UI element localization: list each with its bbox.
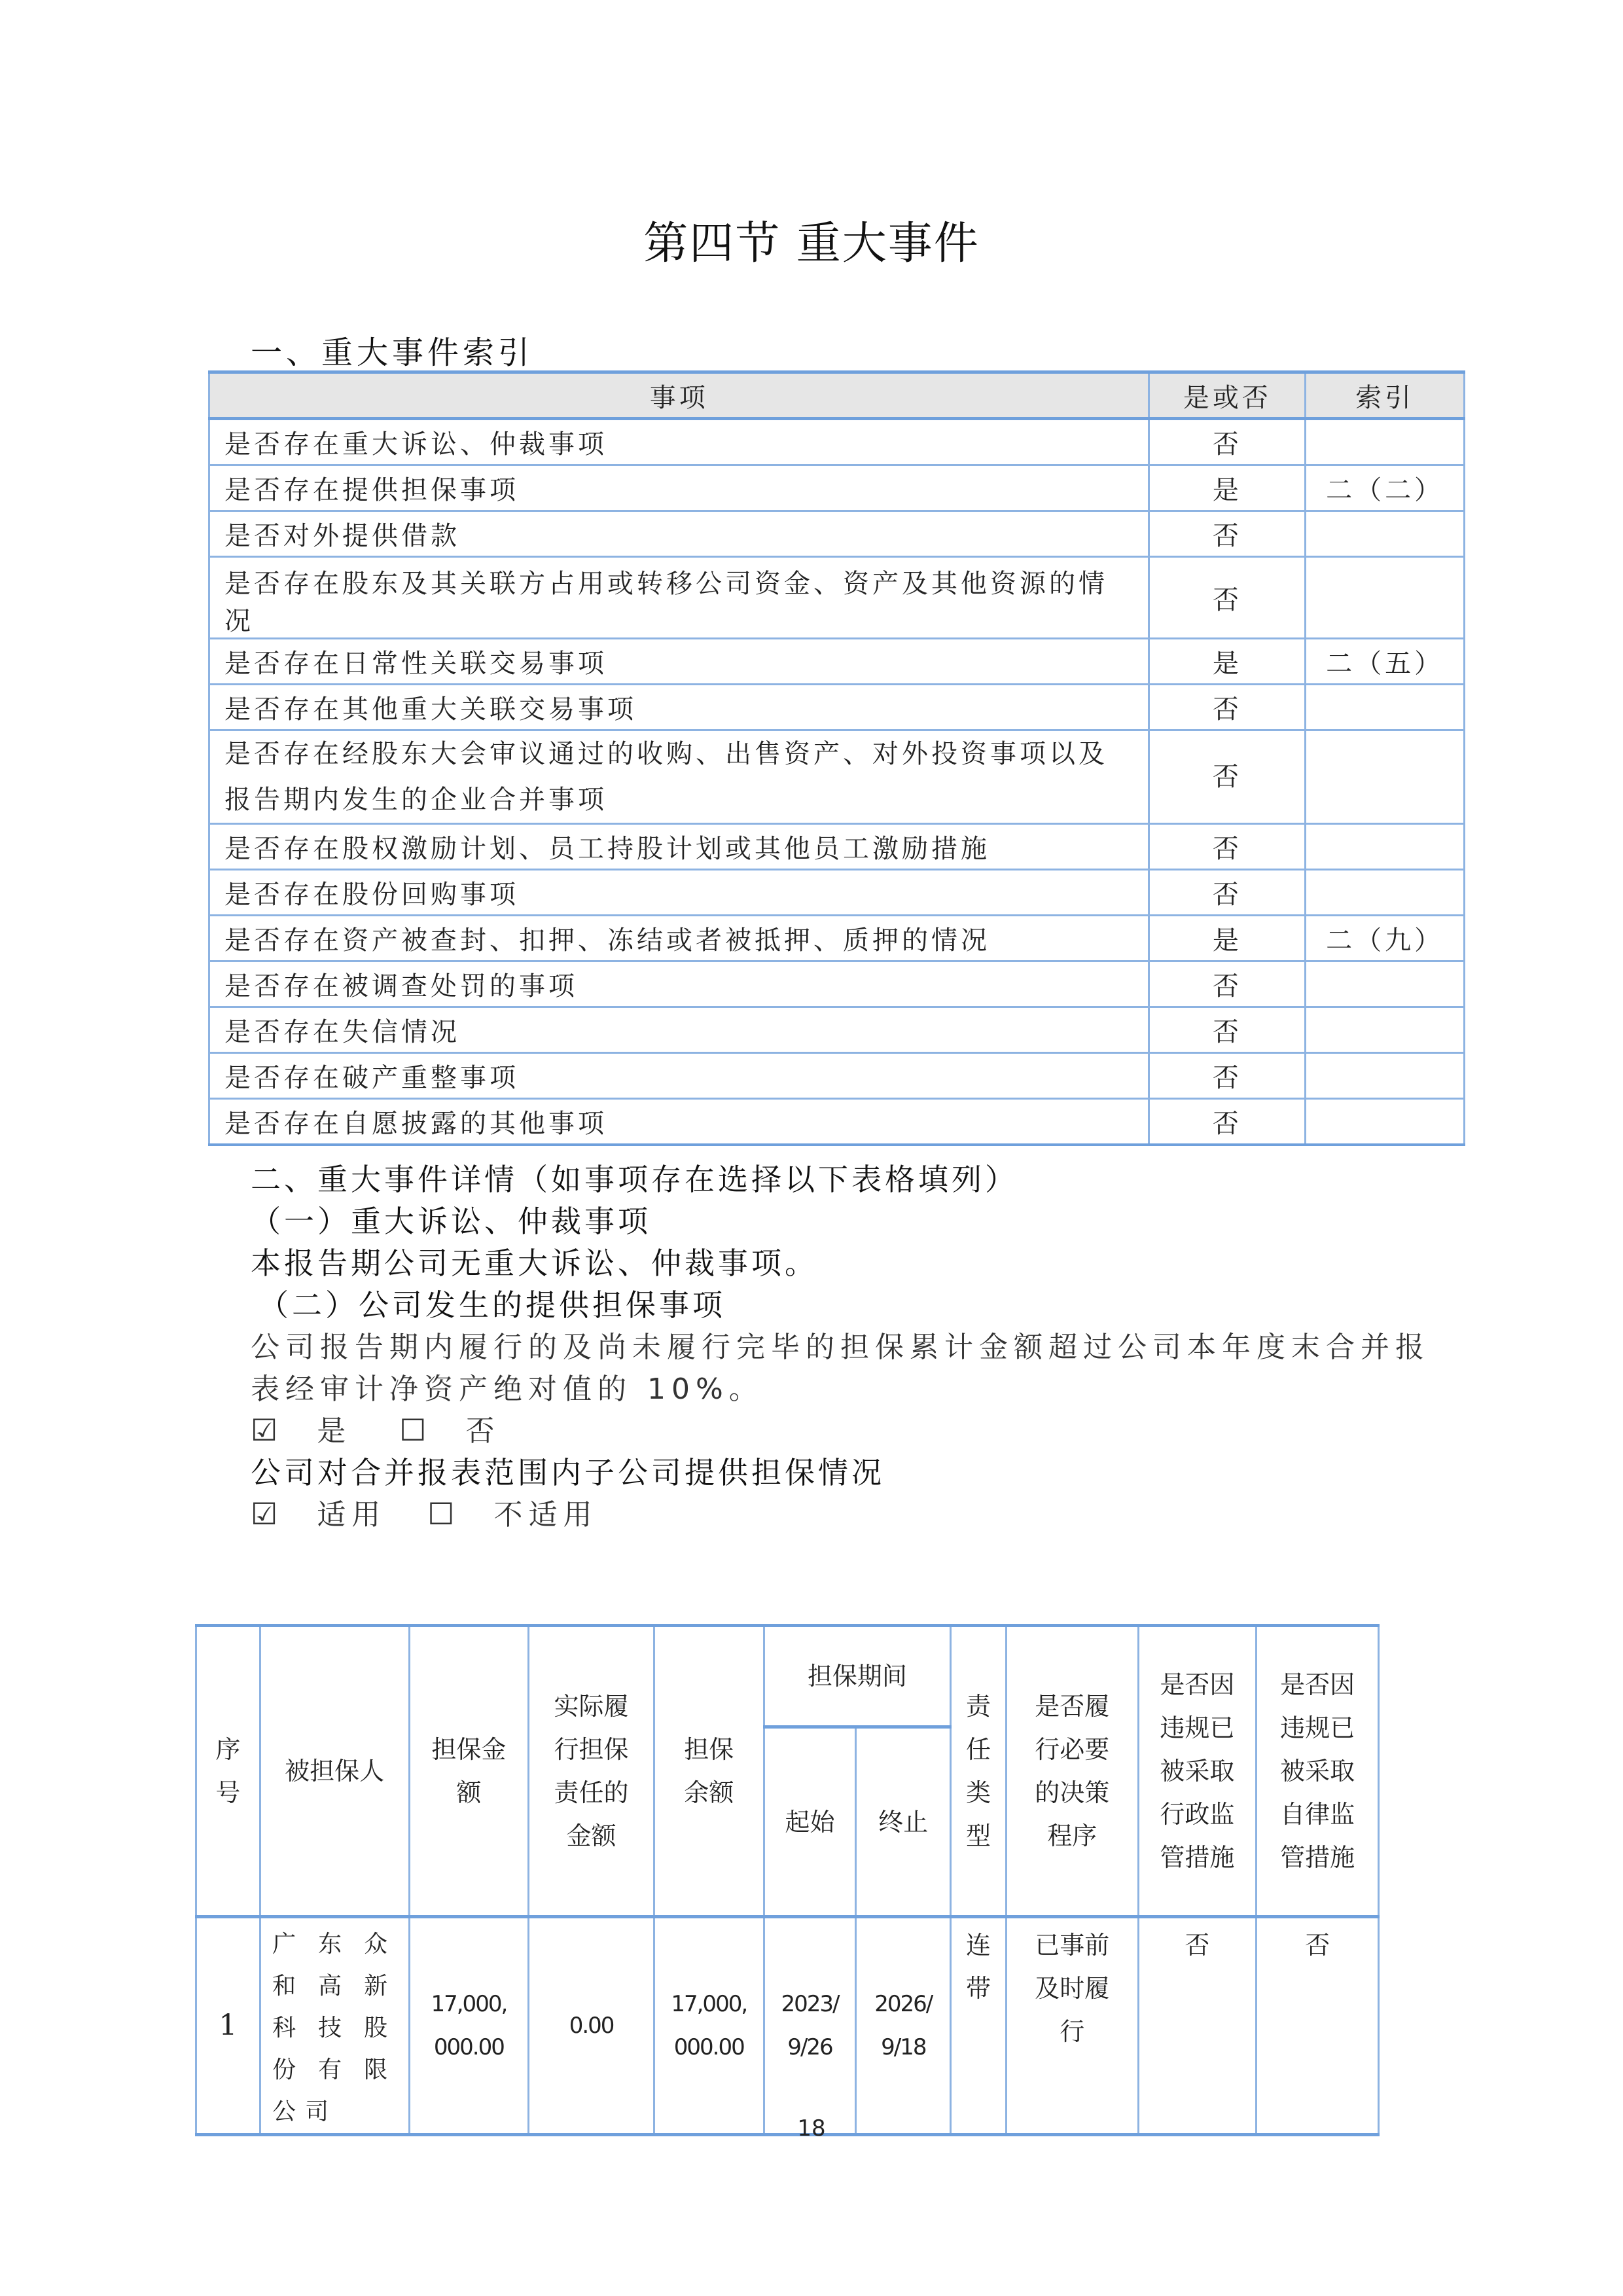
- cell-yes-no: 否: [1149, 730, 1306, 824]
- table-row: [209, 465, 1465, 511]
- cell-item: 是否存在被调查处罚的事项: [209, 961, 1149, 1007]
- header-seq: 序号: [215, 1735, 241, 1807]
- cell-item: 是否存在提供担保事项: [209, 465, 1149, 511]
- table-row: [196, 1917, 1379, 2135]
- cell-item: 是否存在资产被查封、扣押、冻结或者被抵押、质押的情况: [209, 916, 1149, 961]
- header-balance: 担保余额: [684, 1735, 734, 1807]
- cell-index: [1306, 1007, 1465, 1053]
- cell-liability: 连带: [966, 1931, 991, 2003]
- choice-no-label: 否: [465, 1414, 501, 1448]
- table-row: [209, 685, 1465, 730]
- table-row: [209, 916, 1465, 961]
- cell-yes-no: 否: [1149, 824, 1306, 870]
- checkbox-no[interactable]: ☐: [399, 1412, 433, 1448]
- cell-selfreg: 否: [1257, 1917, 1379, 2135]
- header-end: 终止: [856, 1727, 951, 1917]
- table-row: [209, 1053, 1465, 1099]
- table-row: [209, 1099, 1465, 1145]
- table-row: [209, 730, 1465, 824]
- cell-index: 二（九）: [1306, 916, 1465, 961]
- page-number: 18: [797, 2115, 826, 2142]
- page-title: 第四节 重大事件: [643, 218, 980, 270]
- sub2-paragraph-line1: 公司报告期内履行的及尚未履行完毕的担保累计金额超过公司本年度末合并报: [251, 1331, 1430, 1364]
- cell-index: [1306, 1099, 1465, 1145]
- subsidiary-heading: 公司对合并报表范围内子公司提供担保情况: [251, 1455, 885, 1490]
- cell-yes-no: 否: [1149, 1099, 1306, 1145]
- col-header-item: 事项: [209, 372, 1149, 419]
- header-guaranteed: 被担保人: [285, 1757, 385, 1785]
- cell-index: [1306, 961, 1465, 1007]
- cell-index: [1306, 824, 1465, 870]
- table-row: [209, 870, 1465, 916]
- guarantee-table: [195, 1624, 1380, 2136]
- cell-index: [1306, 511, 1465, 557]
- cell-yes-no: 否: [1149, 419, 1306, 465]
- cell-index: 二（二）: [1306, 465, 1465, 511]
- checkbox-yes[interactable]: ☑: [251, 1412, 284, 1448]
- cell-index: [1306, 685, 1465, 730]
- cell-item: 是否存在股权激励计划、员工持股计划或其他员工激励措施: [209, 824, 1149, 870]
- sub2-paragraph-line2: 表经审计净资产绝对值的 10%。: [251, 1372, 764, 1406]
- cell-yes-no: 是: [1149, 916, 1306, 961]
- cell-index: [1306, 870, 1465, 916]
- events-index-table: [208, 370, 1465, 1146]
- guarantee-header-row: [196, 1626, 1379, 1727]
- cell-item: 是否存在自愿披露的其他事项: [209, 1099, 1149, 1145]
- choice-row-2: [251, 1491, 598, 1533]
- cell-yes-no: 否: [1149, 685, 1306, 730]
- header-start: 起始: [764, 1727, 856, 1917]
- cell-item: 是否存在其他重大关联交易事项: [209, 685, 1149, 730]
- col-header-yn: 是或否: [1149, 372, 1306, 419]
- table-row: [209, 557, 1465, 639]
- cell-admin: 否: [1138, 1917, 1257, 2135]
- header-period: 担保期间: [764, 1626, 951, 1727]
- checkbox-not-applicable[interactable]: ☐: [427, 1496, 461, 1532]
- table-row: [209, 1007, 1465, 1053]
- header-actual: 实际履行担保责任的金额: [554, 1692, 629, 1850]
- cell-yes-no: 否: [1149, 511, 1306, 557]
- choice-applicable-label: 适用: [317, 1498, 387, 1532]
- sub2-heading: （二）公司发生的提供担保事项: [259, 1287, 726, 1323]
- table-row: [209, 419, 1465, 465]
- cell-guaranteed: 广东众和高新科技股份有限公司: [272, 1931, 397, 2125]
- section1-heading: 一、重大事件索引: [251, 334, 534, 371]
- cell-item: 是否存在失信情况: [209, 1007, 1149, 1053]
- cell-item: 是否存在破产重整事项: [209, 1053, 1149, 1099]
- sub1-text: 本报告期公司无重大诉讼、仲裁事项。: [251, 1246, 818, 1281]
- cell-yes-no: 否: [1149, 1007, 1306, 1053]
- cell-amount: 17,000,000.00: [431, 1991, 507, 2060]
- cell-seq: 1: [196, 1917, 260, 2135]
- table-row: [209, 824, 1465, 870]
- header-selfreg: 是否因违规已被采取自律监管措施: [1280, 1670, 1355, 1872]
- section2-heading: 二、重大事件详情（如事项存在选择以下表格填列）: [251, 1162, 1018, 1197]
- cell-yes-no: 否: [1149, 1053, 1306, 1099]
- cell-actual: 0.00: [569, 2013, 614, 2039]
- cell-balance: 17,000,000.00: [671, 1991, 747, 2060]
- cell-item: 是否存在重大诉讼、仲裁事项: [209, 419, 1149, 465]
- cell-yes-no: 否: [1149, 870, 1306, 916]
- cell-index: [1306, 557, 1465, 639]
- table-row: [209, 639, 1465, 685]
- cell-item: 是否存在日常性关联交易事项: [209, 639, 1149, 685]
- header-liability: 责任类型: [966, 1692, 991, 1850]
- table-row: [209, 511, 1465, 557]
- cell-yes-no: 否: [1149, 557, 1306, 639]
- header-amount: 担保金额: [431, 1735, 507, 1807]
- checkbox-applicable[interactable]: ☑: [251, 1496, 284, 1532]
- cell-item: 是否存在经股东大会审议通过的收购、出售资产、对外投资事项以及报告期内发生的企业合并事项: [209, 730, 1149, 824]
- header-admin: 是否因违规已被采取行政监管措施: [1160, 1670, 1235, 1872]
- col-header-index: 索引: [1306, 372, 1465, 419]
- cell-end: 2026/9/18: [874, 1991, 933, 2060]
- cell-item: 是否对外提供借款: [209, 511, 1149, 557]
- choice-not-applicable-label: 不适用: [493, 1498, 598, 1532]
- cell-index: [1306, 730, 1465, 824]
- cell-index: 二（五）: [1306, 639, 1465, 685]
- cell-index: [1306, 1053, 1465, 1099]
- table-header-row: [209, 372, 1465, 419]
- table-row: [209, 961, 1465, 1007]
- cell-decision: 已事前及时履行: [1035, 1931, 1110, 2046]
- cell-start: 2023/9/26: [781, 1991, 839, 2060]
- cell-index: [1306, 419, 1465, 465]
- choice-row-1: [251, 1407, 501, 1449]
- cell-yes-no: 否: [1149, 961, 1306, 1007]
- cell-yes-no: 是: [1149, 639, 1306, 685]
- cell-item: 是否存在股东及其关联方占用或转移公司资金、资产及其他资源的情况: [209, 557, 1149, 639]
- cell-yes-no: 是: [1149, 465, 1306, 511]
- sub1-heading: （一）重大诉讼、仲裁事项: [251, 1204, 651, 1239]
- choice-yes-label: 是: [317, 1414, 352, 1448]
- header-decision: 是否履行必要的决策程序: [1035, 1692, 1110, 1850]
- cell-item: 是否存在股份回购事项: [209, 870, 1149, 916]
